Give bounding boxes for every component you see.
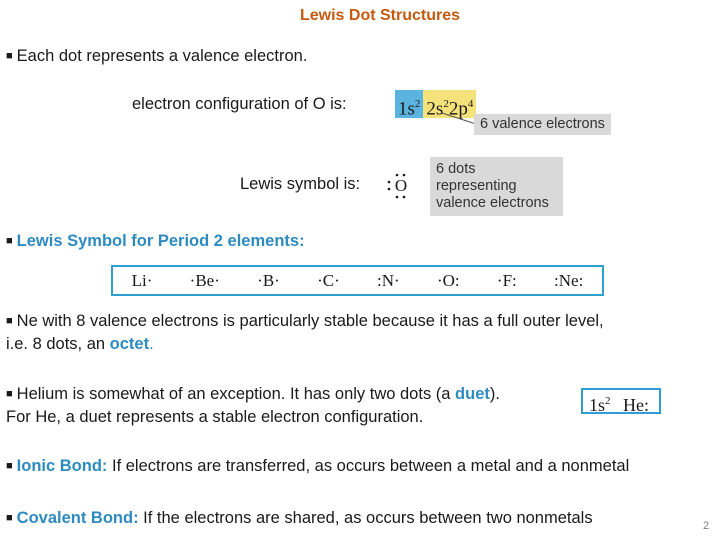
bullet-valence-text: Each dot represents a valence electron. [16, 47, 308, 65]
period2-lewis-box [111, 265, 604, 296]
dot [388, 188, 391, 191]
dot [388, 181, 391, 184]
config-valence-segment: $2s^22p^4$ [423, 90, 476, 118]
bullet-valence-dot [6, 46, 307, 69]
neon-line1: Ne with 8 valence electrons is particularly stable because it has a full outer level, [16, 312, 604, 330]
config-core-segment: $1s^2$ [395, 90, 423, 118]
element-n: :N· [377, 270, 400, 290]
element-ne: :Ne: [554, 270, 584, 290]
octet-highlight: octet [109, 335, 150, 353]
covalent-text: If the electrons are shared, as occurs between two nonmetals [143, 509, 593, 527]
helium-symbol: He: [623, 395, 650, 415]
dot [396, 174, 399, 177]
helium-line1-prefix: Helium is somewhat of an exception. It has only two dots (a [16, 385, 456, 403]
helium-config-box [581, 388, 661, 414]
bullet-marker: ■ [6, 388, 13, 400]
bullet-marker: ■ [6, 315, 13, 327]
slide-title: Lewis Dot Structures [299, 7, 461, 24]
helium-config: $1s^2$ [589, 395, 611, 415]
bullet-marker: ■ [6, 512, 13, 524]
bullet-marker: ■ [6, 235, 13, 247]
dot [396, 196, 399, 199]
ionic-label: Ionic Bond: [16, 457, 108, 475]
element-be: ·Be· [189, 270, 220, 290]
page-number: 2 [703, 520, 710, 532]
lewis-label: Lewis symbol is: [240, 175, 361, 193]
config-callout: 6 valence electrons [474, 114, 611, 135]
neon-paragraph [6, 311, 604, 355]
neon-suffix: . [149, 335, 154, 353]
oxygen-symbol-letter: O [394, 176, 408, 195]
period-heading-text: Lewis Symbol for Period 2 elements: [16, 232, 305, 250]
helium-line2: For He, a duet represents a stable electron configuration. [6, 408, 424, 426]
element-li: Li· [131, 270, 153, 290]
element-c: ·C· [317, 270, 340, 290]
element-o: ·O: [436, 270, 460, 290]
oxygen-lewis-symbol [386, 168, 416, 202]
period-heading [6, 231, 305, 254]
element-b: ·B· [257, 270, 280, 290]
ionic-text: If electrons are transferred, as occurs between a metal and a nonmetal [111, 457, 630, 475]
helium-paragraph [6, 384, 500, 428]
lewis-callout: 6 dots representing valence electrons [430, 157, 563, 216]
dot [403, 174, 406, 177]
covalent-label: Covalent Bond: [16, 509, 139, 527]
helium-line1-suffix: ). [489, 385, 500, 403]
duet-highlight: duet [455, 385, 490, 403]
dot [403, 196, 406, 199]
config-label: electron configuration of O is: [132, 95, 347, 113]
neon-line2-prefix: i.e. 8 dots, an [6, 335, 110, 353]
bullet-marker: ■ [6, 50, 13, 62]
ionic-bond-line [6, 456, 629, 479]
covalent-bond-line [6, 508, 593, 531]
bullet-marker: ■ [6, 460, 13, 472]
element-f: ·F: [496, 270, 517, 290]
